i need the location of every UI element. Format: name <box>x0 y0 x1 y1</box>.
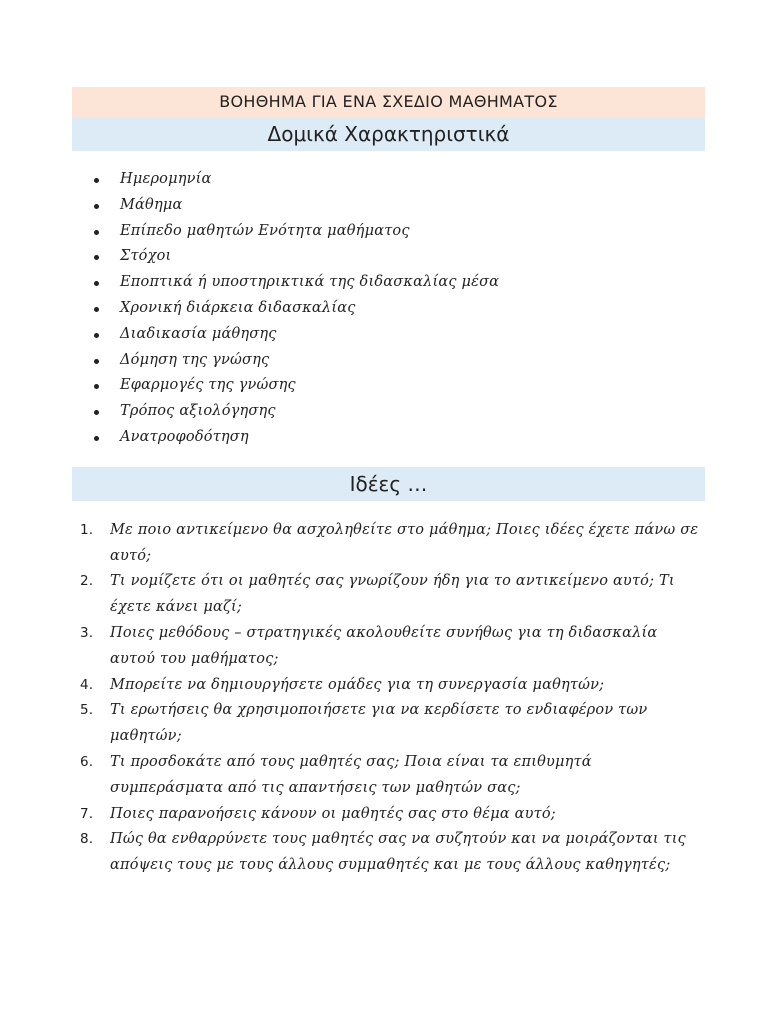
list-item-label: Επίπεδο μαθητών Ενότητα μαθήματος <box>120 222 410 239</box>
item-number: 7. <box>80 805 94 822</box>
list-item-label: Εποπτικά ή υποστηρικτικά της διδασκαλίας μέσα <box>120 274 500 291</box>
item-number: 2. <box>80 573 94 590</box>
lesson-plan-document <box>72 87 705 879</box>
features-list <box>72 167 705 451</box>
document-title: ΒΟΗΘΗΜΑ ΓΙΑ ΕΝΑ ΣΧΕΔΙΟ ΜΑΘΗΜΑΤΟΣ <box>72 87 705 117</box>
bullet-icon <box>94 178 99 183</box>
list-item <box>72 750 705 802</box>
bullet-icon <box>94 255 99 260</box>
item-number: 8. <box>80 831 94 848</box>
list-item <box>72 322 705 348</box>
list-item <box>72 296 705 322</box>
list-item <box>72 399 705 425</box>
list-item <box>72 802 705 828</box>
bullet-icon <box>94 436 99 441</box>
list-item <box>72 425 705 451</box>
list-item <box>72 270 705 296</box>
list-item <box>72 673 705 699</box>
list-item <box>72 219 705 245</box>
list-item-label: Τρόπος αξιολόγησης <box>120 403 276 420</box>
list-item <box>72 569 705 621</box>
item-number: 4. <box>80 676 94 693</box>
list-item-text: Με ποιο αντικείμενο θα ασχοληθείτε στο μάθημα; Ποιες ιδέες έχετε πάνω σε αυτό; <box>110 521 699 564</box>
list-item-text: Πώς θα ενθαρρύνετε τους μαθητές σας να συζητούν και να μοιράζονται τις απόψεις τους με τους άλλους συμμαθητές και με τους άλλους καθηγητές; <box>110 831 686 874</box>
bullet-icon <box>94 204 99 209</box>
list-item <box>72 827 705 879</box>
list-item-text: Ποιες μεθόδους – στρατηγικές ακολουθείτε συνήθως για τη διδασκαλία αυτού του μαθήματος; <box>110 624 658 667</box>
list-item-text: Μπορείτε να δημιουργήσετε ομάδες για τη συνεργασία μαθητών; <box>110 676 605 693</box>
list-item-label: Ημερομηνία <box>120 171 212 187</box>
list-item <box>72 244 705 270</box>
bullet-icon <box>94 384 99 389</box>
list-item <box>72 518 705 570</box>
item-number: 3. <box>80 624 94 641</box>
list-item-text: Ποιες παρανοήσεις κάνουν οι μαθητές σας στο θέμα αυτό; <box>110 805 556 822</box>
list-item <box>72 621 705 673</box>
item-number: 5. <box>80 702 94 719</box>
bullet-icon <box>94 359 99 364</box>
list-item <box>72 373 705 399</box>
item-number: 1. <box>80 521 94 538</box>
bullet-icon <box>94 410 99 415</box>
ideas-list <box>72 518 705 879</box>
list-item <box>72 167 705 193</box>
list-item-label: Στόχοι <box>120 248 172 265</box>
list-item-label: Χρονική διάρκεια διδασκαλίας <box>120 299 356 316</box>
list-item-label: Εφαρμογές της γνώσης <box>120 377 296 394</box>
item-number: 6. <box>80 753 94 770</box>
list-item-label: Ανατροφοδότηση <box>120 428 249 445</box>
list-item <box>72 193 705 219</box>
bullet-icon <box>94 307 99 312</box>
bullet-icon <box>94 230 99 235</box>
section-heading-ideas: Ιδέες … <box>72 467 705 501</box>
list-item <box>72 348 705 374</box>
list-item-label: Μάθημα <box>120 196 183 213</box>
list-item-text: Τι ερωτήσεις θα χρησιμοποιήσετε για να κερδίσετε το ενδιαφέρον των μαθητών; <box>110 702 648 745</box>
list-item-text: Τι προσδοκάτε από τους μαθητές σας; Ποια είναι τα επιθυμητά συμπεράσματα από τις απαντήσεις των μαθητών σας; <box>110 753 592 796</box>
bullet-icon <box>94 333 99 338</box>
list-item-label: Διαδικασία μάθησης <box>120 325 277 342</box>
section-heading-structural-features: Δομικά Χαρακτηριστικά <box>72 117 705 151</box>
list-item-label: Δόμηση της γνώσης <box>120 351 270 368</box>
list-item <box>72 698 705 750</box>
bullet-icon <box>94 281 99 286</box>
list-item-text: Τι νομίζετε ότι οι μαθητές σας γνωρίζουν ήδη για το αντικείμενο αυτό; Τι έχετε κάνει μαζί; <box>110 573 675 616</box>
